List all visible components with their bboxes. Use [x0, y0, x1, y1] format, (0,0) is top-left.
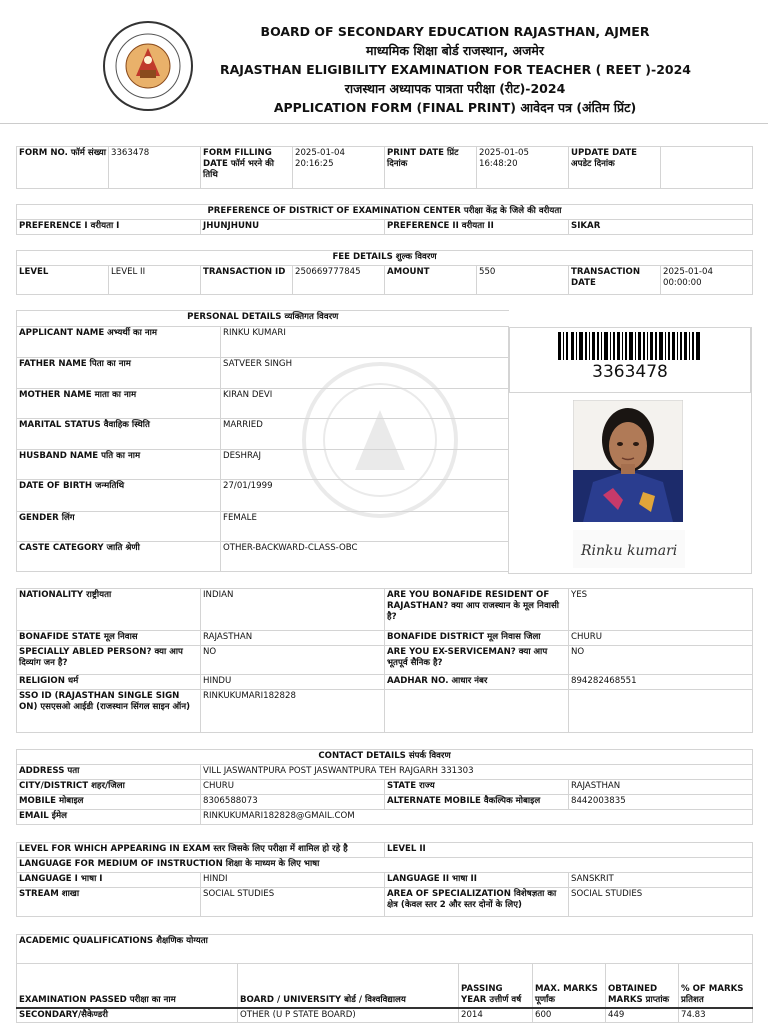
- signature-text: Rinku kumari: [581, 543, 678, 559]
- language-2-value: SANSKRIT: [569, 873, 753, 888]
- preference-2-label: PREFERENCE II वरीयता II: [385, 220, 569, 235]
- personal-details-table: [16, 310, 509, 572]
- form-no-value: 3363478: [109, 147, 201, 189]
- caste-category-label: CASTE CATEGORY जाति श्रेणी: [17, 542, 221, 572]
- barcode-number: 3363478: [592, 362, 668, 382]
- col-board: BOARD / UNIVERSITY बोर्ड / विश्वविद्यालय: [238, 964, 459, 1008]
- update-date-value: [661, 147, 753, 189]
- signature-image-icon: [573, 530, 685, 568]
- table-row: [17, 1008, 753, 1023]
- dob-label: DATE OF BIRTH जन्मतिथि: [17, 480, 221, 512]
- form-header: [0, 0, 768, 124]
- header-line-3: RAJASTHAN ELIGIBILITY EXAMINATION FOR TEACHER ( REET )-2024: [220, 62, 691, 77]
- mother-name-value: KIRAN DEVI: [221, 389, 509, 419]
- barcode-icon: [558, 332, 700, 360]
- specialization-value: SOCIAL STUDIES: [569, 888, 753, 917]
- print-date-value: 2025-01-05 16:48:20: [477, 147, 569, 189]
- fill-date-value: 2025-01-04 20:16:25: [293, 147, 385, 189]
- other-details-table: [16, 588, 753, 733]
- bonafide-state-value: RAJASTHAN: [201, 631, 385, 646]
- bonafide-district-label: BONAFIDE DISTRICT मूल निवास जिला: [385, 631, 569, 646]
- applicant-name-label: APPLICANT NAME अभ्यर्थी का नाम: [17, 327, 221, 358]
- header-line-2: माध्यमिक शिक्षा बोर्ड राजस्थान, अजमेर: [366, 43, 544, 58]
- header-line-5: APPLICATION FORM (FINAL PRINT) आवेदन पत्र (अंतिम प्रिंट): [273, 100, 637, 115]
- gender-label: GENDER लिंग: [17, 512, 221, 542]
- preference-1-label: PREFERENCE I वरीयता I: [17, 220, 201, 235]
- religion-label: RELIGION धर्म: [17, 675, 201, 690]
- academic-title: ACADEMIC QUALIFICATIONS शैक्षणिक योग्यता: [17, 935, 753, 964]
- bonafide-district-value: CHURU: [569, 631, 753, 646]
- mother-name-label: MOTHER NAME माता का नाम: [17, 389, 221, 419]
- col-obtained-marks: OBTAINED MARKS प्राप्तांक: [606, 964, 679, 1008]
- percent-cell: 74.83: [679, 1008, 753, 1023]
- religion-value: HINDU: [201, 675, 385, 690]
- personal-title: PERSONAL DETAILS व्यक्तिगत विवरण: [17, 311, 509, 327]
- fee-level-value: LEVEL II: [109, 266, 201, 295]
- caste-category-value: OTHER-BACKWARD-CLASS-OBC: [221, 542, 509, 572]
- header-line-4: राजस्थान अध्यापक पात्रता परीक्षा (रीट)-2024: [344, 81, 566, 96]
- preference-table: [16, 204, 753, 235]
- stream-label: STREAM शाखा: [17, 888, 201, 917]
- applicant-name-value: RINKU KUMARI: [221, 327, 509, 358]
- applicant-signature: [573, 530, 685, 568]
- language-1-value: HINDI: [201, 873, 385, 888]
- empty-cell: [385, 690, 569, 733]
- state-value: RAJASTHAN: [569, 780, 753, 795]
- address-label: ADDRESS पता: [17, 765, 201, 780]
- email-label: EMAIL ईमेल: [17, 810, 201, 825]
- academic-table: [16, 934, 753, 1023]
- mobile-label: MOBILE मोबाइल: [17, 795, 201, 810]
- form-no-label: FORM NO. फॉर्म संख्या: [17, 147, 109, 189]
- fee-title: FEE DETAILS शुल्क विवरण: [17, 251, 753, 266]
- update-date-label: UPDATE DATE अपडेट दिनांक: [569, 147, 661, 189]
- nationality-value: INDIAN: [201, 589, 385, 631]
- father-name-value: SATVEER SINGH: [221, 358, 509, 389]
- language-1-label: LANGUAGE I भाषा I: [17, 873, 201, 888]
- gender-value: FEMALE: [221, 512, 509, 542]
- fill-date-label: FORM FILLING DATE फॉर्म भरने की तिथि: [201, 147, 293, 189]
- aadhar-label: AADHAR NO. आधार नंबर: [385, 675, 569, 690]
- preference-1-value: JHUNJHUNU: [201, 220, 385, 235]
- header-line-1: BOARD OF SECONDARY EDUCATION RAJASTHAN, AJMER: [260, 24, 650, 39]
- alt-mobile-value: 8442003835: [569, 795, 753, 810]
- nationality-label: NATIONALITY राष्ट्रीयता: [17, 589, 201, 631]
- city-label: CITY/DISTRICT शहर/जिला: [17, 780, 201, 795]
- bonafide-resident-label: ARE YOU BONAFIDE RESIDENT OF RAJASTHAN? क्या आप राजस्थान के मूल निवासी है?: [385, 589, 569, 631]
- exam-passed-cell: SECONDARY/सैकेण्डरी: [17, 1008, 238, 1023]
- medium-label: LANGUAGE FOR MEDIUM OF INSTRUCTION शिक्षा के माध्यम के लिए भाषा: [17, 858, 753, 873]
- empty-cell: [569, 690, 753, 733]
- exam-level-label: LEVEL FOR WHICH APPEARING IN EXAM स्तर जिसके लिए परीक्षा में शामिल हो रहे है: [17, 843, 385, 858]
- marital-status-label: MARITAL STATUS वैवाहिक स्थिति: [17, 419, 221, 450]
- exam-level-value: LEVEL II: [385, 843, 753, 858]
- contact-details-table: [16, 749, 753, 825]
- col-exam-passed: EXAMINATION PASSED परीक्षा का नाम: [17, 964, 238, 1008]
- aadhar-value: 894282468551: [569, 675, 753, 690]
- husband-name-value: DESHRAJ: [221, 450, 509, 480]
- transaction-date-value: 2025-01-04 00:00:00: [661, 266, 753, 295]
- col-max-marks: MAX. MARKS पूर्णांक: [533, 964, 606, 1008]
- max-marks-cell: 600: [533, 1008, 606, 1023]
- applicant-photo: [573, 400, 683, 522]
- passing-year-cell: 2014: [459, 1008, 533, 1023]
- col-percent: % OF MARKS प्रतिशत: [679, 964, 753, 1008]
- specialization-label: AREA OF SPECIALIZATION विशेषज्ञता का क्षेत्र (केवल स्तर 2 और स्तर दोनों के लिए): [385, 888, 569, 917]
- print-date-label: PRINT DATE प्रिंट दिनांक: [385, 147, 477, 189]
- contact-title: CONTACT DETAILS संपर्क विवरण: [17, 750, 753, 765]
- address-value: VILL JASWANTPURA POST JASWANTPURA TEH RAJGARH 331303: [201, 765, 753, 780]
- mobile-value: 8306588073: [201, 795, 385, 810]
- transaction-id-value: 250669777845: [293, 266, 385, 295]
- language-2-label: LANGUAGE II भाषा II: [385, 873, 569, 888]
- marital-status-value: MARRIED: [221, 419, 509, 450]
- husband-name-label: HUSBAND NAME पति का नाम: [17, 450, 221, 480]
- stream-value: SOCIAL STUDIES: [201, 888, 385, 917]
- preference-title: PREFERENCE OF DISTRICT OF EXAMINATION CENTER परीक्षा केंद्र के जिले की वरीयता: [17, 205, 753, 220]
- specially-abled-label: SPECIALLY ABLED PERSON? क्या आप दिव्यांग जन है?: [17, 646, 201, 675]
- transaction-id-label: TRANSACTION ID: [201, 266, 293, 295]
- exam-details-table: [16, 842, 753, 917]
- amount-value: 550: [477, 266, 569, 295]
- ex-serviceman-label: ARE YOU EX-SERVICEMAN? क्या आप भूतपूर्व सैनिक है?: [385, 646, 569, 675]
- alt-mobile-label: ALTERNATE MOBILE वैकल्पिक मोबाइल: [385, 795, 569, 810]
- email-value: RINKUKUMARI182828@GMAIL.COM: [201, 810, 753, 825]
- specially-abled-value: NO: [201, 646, 385, 675]
- amount-label: AMOUNT: [385, 266, 477, 295]
- state-label: STATE राज्य: [385, 780, 569, 795]
- sso-id-label: SSO ID (RAJASTHAN SINGLE SIGN ON) एसएसओ आईडी (राजस्थान सिंगल साइन ऑन): [17, 690, 201, 733]
- city-value: CHURU: [201, 780, 385, 795]
- father-name-label: FATHER NAME पिता का नाम: [17, 358, 221, 389]
- board-logo-icon: [102, 20, 194, 112]
- col-passing-year: PASSING YEAR उत्तीर्ण वर्ष: [459, 964, 533, 1008]
- sso-id-value: RINKUKUMARI182828: [201, 690, 385, 733]
- bonafide-state-label: BONAFIDE STATE मूल निवास: [17, 631, 201, 646]
- preference-2-value: SIKAR: [569, 220, 753, 235]
- transaction-date-label: TRANSACTION DATE: [569, 266, 661, 295]
- form-info-table: [16, 146, 753, 189]
- bonafide-resident-value: YES: [569, 589, 753, 631]
- board-cell: OTHER (U P STATE BOARD): [238, 1008, 459, 1023]
- fee-table: [16, 250, 753, 295]
- ex-serviceman-value: NO: [569, 646, 753, 675]
- dob-value: 27/01/1999: [221, 480, 509, 512]
- obtained-marks-cell: 449: [606, 1008, 679, 1023]
- barcode-panel: [509, 327, 751, 393]
- fee-level-label: LEVEL: [17, 266, 109, 295]
